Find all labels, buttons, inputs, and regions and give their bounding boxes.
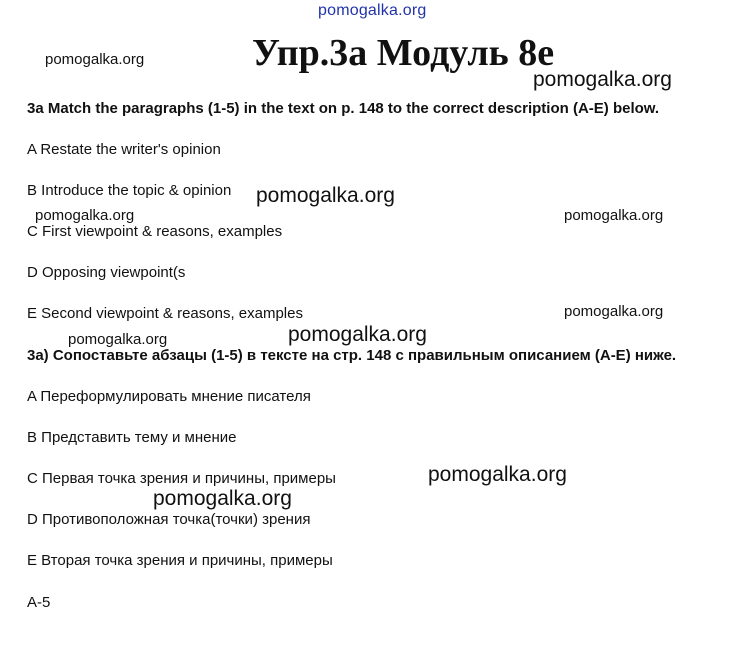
watermark: pomogalka.org	[428, 463, 567, 486]
english-item-c: C First viewpoint & reasons, examples	[27, 223, 283, 240]
answer-line: A-5	[27, 594, 51, 611]
watermark: pomogalka.org	[153, 487, 292, 510]
watermark: pomogalka.org	[68, 331, 168, 348]
watermark: pomogalka.org	[35, 207, 135, 224]
watermark: pomogalka.org	[564, 207, 664, 224]
english-heading: 3a Match the paragraphs (1-5) in the text on p. 148 to the correct description (A-E) below.	[27, 100, 660, 117]
russian-item-c: C Первая точка зрения и причины, примеры	[27, 470, 336, 487]
watermark: pomogalka.org	[256, 184, 395, 207]
page-title: Упр.3a Модуль 8e	[252, 32, 555, 74]
english-item-d: D Opposing viewpoint(s	[27, 264, 186, 281]
watermark: pomogalka.org	[564, 303, 664, 320]
russian-item-d: D Противоположная точка(точки) зрения	[27, 511, 311, 528]
russian-item-e: E Вторая точка зрения и причины, примеры	[27, 552, 333, 569]
english-item-b: B Introduce the topic & opinion	[27, 182, 232, 199]
watermark: pomogalka.org	[533, 68, 672, 91]
english-item-e: E Second viewpoint & reasons, examples	[27, 305, 303, 322]
russian-item-a: A Переформулировать мнение писателя	[27, 388, 311, 405]
watermark: pomogalka.org	[288, 323, 427, 346]
english-item-a: A Restate the writer's opinion	[27, 141, 221, 158]
russian-item-b: B Представить тему и мнение	[27, 429, 237, 446]
russian-heading: 3a) Сопоставьте абзацы (1-5) в тексте на стр. 148 с правильным описанием (A-E) ниже.	[27, 347, 677, 364]
watermark: pomogalka.org	[45, 51, 145, 68]
watermark-top: pomogalka.org	[318, 2, 427, 19]
